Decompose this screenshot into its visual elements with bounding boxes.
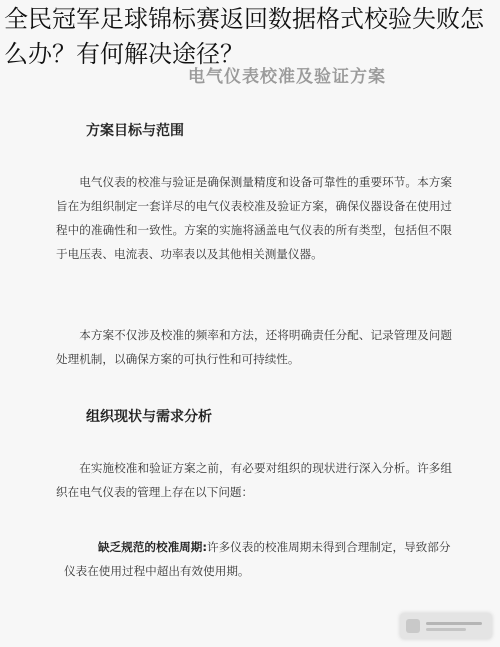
section-heading-goals: 方案目标与范围 [86,123,184,139]
document-header: 电气仪表校准及验证方案 [188,67,386,87]
paragraph-goals-2: 本方案不仅涉及校准的频率和方法，还将明确责任分配、记录管理及问题处理机制，以确保方案的可执行性和可持续性。 [56,328,452,366]
overlay-title: 全民冠军足球锦标赛返回数据格式校验失败怎么办？有何解决途径？ [4,5,484,68]
section-heading-analysis: 组织现状与需求分析 [86,409,212,425]
issue-label: 缺乏规范的校准周期: [98,540,207,554]
site-logo-graphic [400,613,492,639]
issue-text: 许多仪表的校准周期未得到合理制定，导致部分仪表在使用过程中超出有效使用期。 [64,540,451,578]
issue-item [64,535,456,583]
paragraph-analysis-1: 在实施校准和验证方案之前，有必要对组织的现状进行深入分析。许多组织在电气仪表的管理上存在以下问题： [56,461,452,499]
site-logo-icon [400,613,492,639]
paragraph-goals-1: 电气仪表的校准与验证是确保测量精度和设备可靠性的重要环节。本方案旨在为组织制定一套详尽的电气仪表校准及验证方案，确保仪器设备在使用过程中的准确性和一致性。方案的实施将涵盖电气仪表的所有类型，包括但不限于电压表、电流表、功率表以及其他相关测量仪器。 [56,175,452,261]
